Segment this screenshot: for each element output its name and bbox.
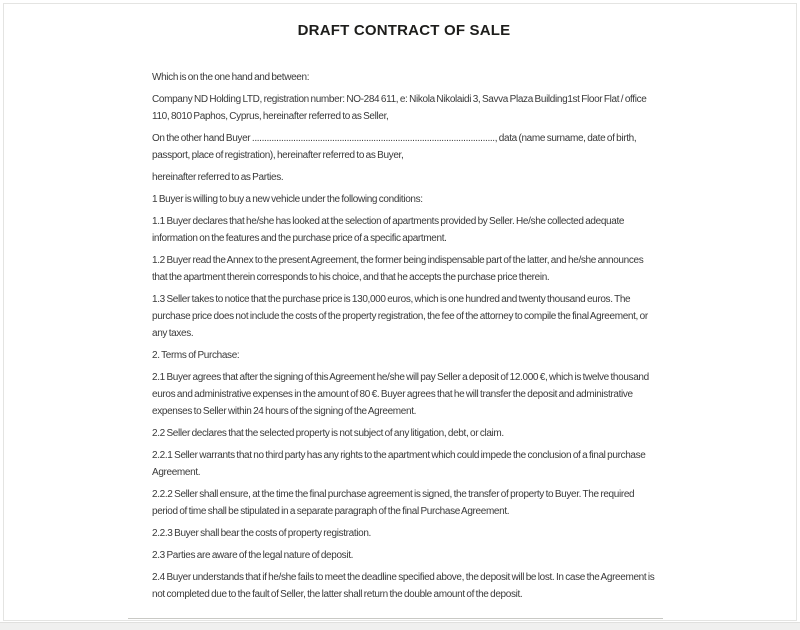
page-break-gap [0,622,800,630]
paragraph: hereinafter referred to as Parties. [152,172,284,183]
document-title: DRAFT CONTRACT OF SALE [297,22,511,39]
paragraph: 2.2.3 Buyer shall bear the costs of property registration. [152,528,371,539]
document-page [3,3,797,621]
paragraph: 2.2.2 Seller shall ensure, at the time the final purchase agreement is signed, the transfer of property to Buyer. The required period of time shall be stipulated in a separate paragraph of the final Purchase Agreement. [152,489,635,517]
paragraph: 1.2 Buyer read the Annex to the present Agreement, the former being indispensable part of the latter, and he/she announces that the apartment therein corresponds to his choice, and that he accepts the purchase price therein. [152,255,644,283]
paragraph: 2.2.1 Seller warrants that no third party has any rights to the apartment which could impede the conclusion of a final purchase Agreement. [152,450,646,478]
paragraph: 1.3 Seller takes to notice that the purchase price is 130,000 euros, which is one hundred and twenty thousand euros. The purchase price does not include the costs of the property registration, the fee of the attorney to compile the final Agreement, or any taxes. [152,294,648,339]
paragraph: 1.1 Buyer declares that he/she has looked at the selection of apartments provided by Seller. He/she collected adequate information on the features and the purchase price of a specific apartment. [152,216,625,244]
paragraph: Which is on the one hand and between: [152,72,310,83]
paragraph: 2.4 Buyer understands that if he/she fails to meet the deadline specified above, the deposit will be lost. In case the Agreement is not completed due to the fault of Seller, the latter shall return the double amount of the deposit. [152,572,655,600]
paragraph: 1 Buyer is willing to buy a new vehicle under the following conditions: [152,194,423,205]
paragraph: 2. Terms of Purchase: [152,350,240,361]
paragraph: Company ND Holding LTD, registration number: NO-284 611, e: Nikola Nikolaidi 3, Savva Plaza Building1st Floor Flat / office 110, 8010 Paphos, Cyprus, hereinafter referred to as Seller, [152,94,647,122]
paragraph: 2.1 Buyer agrees that after the signing of this Agreement he/she will pay Seller a deposit of 12.000 €, which is twelve thousand euros and administrative expenses in the amount of 80 €. Buyer agrees that he will transfer the deposit and administrative expenses to Seller within 24 hours of the signing of the Agreement. [152,372,649,417]
paragraph: On the other hand Buyer ...................................................................................................., data (name surname, date of birth, passport, place of registration), hereinafter referred to as Buyer, [152,133,637,161]
paragraph: 2.3 Parties are aware of the legal nature of deposit. [152,550,354,561]
document-body [152,69,656,603]
page-bottom-rule [128,618,663,619]
paragraph: 2.2 Seller declares that the selected property is not subject of any litigation, debt, or claim. [152,428,504,439]
